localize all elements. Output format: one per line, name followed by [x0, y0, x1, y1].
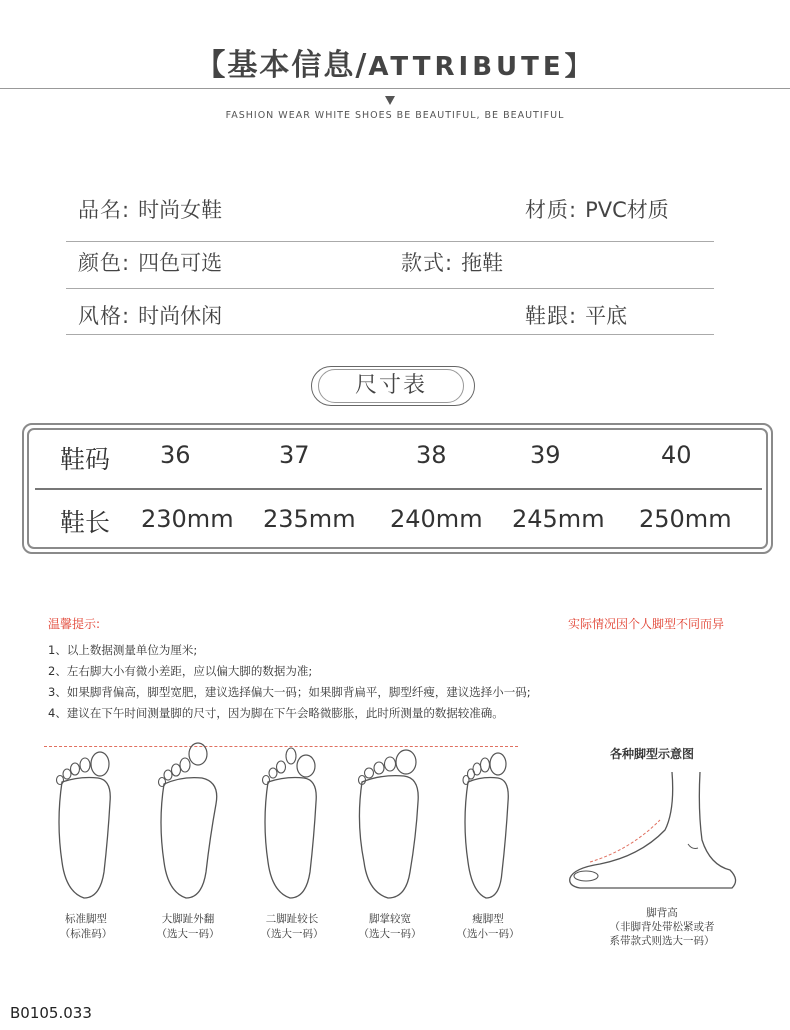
length-row-label: 鞋长 [60, 508, 111, 537]
length-cell: 250mm [639, 505, 732, 533]
tips-title: 温馨提示: [48, 617, 101, 631]
foot-type-label: 瘦脚型 （选小一码） [456, 913, 520, 940]
tips-right-note: 实际情况因个人脚型不同而异 [568, 617, 725, 631]
length-cell: 230mm [141, 505, 234, 533]
header-divider [0, 88, 790, 89]
page-title [0, 40, 790, 84]
size-cell: 36 [160, 441, 191, 469]
foot-side-view-icon [560, 770, 760, 900]
size-cell: 40 [661, 441, 692, 469]
attr-heel: 鞋跟: 平底 [525, 304, 628, 328]
down-arrow-icon [385, 96, 395, 105]
size-cell: 38 [416, 441, 447, 469]
row-divider [66, 241, 714, 242]
length-cell: 240mm [390, 505, 483, 533]
attr-color: 颜色: 四色可选 [78, 251, 223, 275]
diagram-title: 各种脚型示意图 [610, 747, 695, 761]
foot-standard-icon [50, 742, 120, 902]
row-divider [66, 288, 714, 289]
foot-type-label: 标准脚型 （标准码） [59, 913, 113, 940]
size-table-divider [35, 488, 762, 490]
diagram-label: 脚背高 （非脚背处带松紧或者 系带款式则选大一码） [609, 907, 715, 947]
tip-line: 4、建议在下午时间测量脚的尺寸，因为脚在下午会略微膨胀，此时所测量的数据较准确。 [48, 706, 504, 720]
foot-wide-icon [354, 742, 424, 902]
tip-line: 2、左右脚大小有微小差距，应以偏大脚的数据为准; [48, 664, 313, 678]
foot-type-label: 脚掌较宽 （选大一码） [358, 913, 422, 940]
attr-name: 品名: 时尚女鞋 [78, 198, 223, 222]
foot-type-label: 二脚趾较长 （选大一码） [260, 913, 324, 940]
foot-bunion-icon [152, 742, 222, 902]
tip-line: 1、以上数据测量单位为厘米; [48, 643, 198, 657]
attr-style: 风格: 时尚休闲 [78, 304, 223, 328]
tip-line: 3、如果脚背偏高，脚型宽肥，建议选择偏大一码；如果脚背扁平，脚型纤瘦，建议选择小一码; [48, 685, 531, 699]
size-chart-title: 尺寸表 [318, 369, 464, 403]
size-cell: 39 [530, 441, 561, 469]
product-code: B0105.033 [10, 1004, 92, 1022]
foot-slim-icon [452, 742, 522, 902]
size-row-label: 鞋码 [60, 445, 111, 474]
foot-long-second-toe-icon [256, 742, 326, 902]
attr-material: 材质: PVC材质 [525, 198, 669, 222]
foot-type-label: 大脚趾外翻 （选大一码） [156, 913, 220, 940]
title-en: ATTRIBUTE】 [368, 52, 595, 82]
title-cn: 【基本信息/ [195, 48, 369, 83]
length-cell: 235mm [263, 505, 356, 533]
size-cell: 37 [279, 441, 310, 469]
attr-style-type: 款式: 拖鞋 [401, 251, 504, 275]
header-subtitle: FASHION WEAR WHITE SHOES BE BEAUTIFUL, BE BEAUTIFUL [225, 110, 565, 121]
length-cell: 245mm [512, 505, 605, 533]
row-divider [66, 334, 714, 335]
